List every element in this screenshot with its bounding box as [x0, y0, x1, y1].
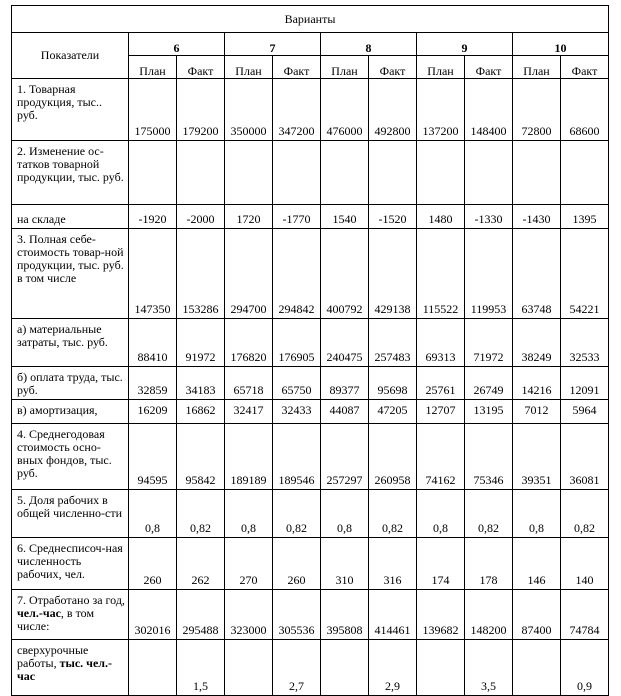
value-cell: [225, 141, 273, 205]
fact-header: Факт: [561, 56, 609, 79]
value-cell: [129, 141, 177, 205]
row-label: 3. Полная себе-стоимость товар-ной продукции, тыс. руб. в том числе: [12, 229, 129, 319]
value-cell: 88410: [129, 319, 177, 367]
value-cell: 32433: [273, 400, 321, 424]
row-label: на складе: [12, 205, 129, 229]
value-cell: 32859: [129, 367, 177, 400]
value-cell: 347200: [273, 79, 321, 141]
variant-header: 8: [321, 33, 417, 56]
value-cell: 25761: [417, 367, 465, 400]
row-label: 6. Среднесписоч-ная численность рабочих, чел.: [12, 538, 129, 590]
value-cell: 147350: [129, 229, 177, 319]
value-cell: [465, 141, 513, 205]
value-cell: 305536: [273, 590, 321, 640]
value-cell: 75346: [465, 424, 513, 490]
value-cell: 257483: [369, 319, 417, 367]
row-label: [12, 640, 129, 696]
value-cell: 2,7: [273, 640, 321, 696]
value-cell: [513, 640, 561, 696]
value-cell: 7012: [513, 400, 561, 424]
value-cell: 32417: [225, 400, 273, 424]
value-cell: [177, 141, 225, 205]
value-cell: 350000: [225, 79, 273, 141]
value-cell: 476000: [321, 79, 369, 141]
value-cell: 0,8: [225, 490, 273, 538]
value-cell: 179200: [177, 79, 225, 141]
variant-header: 10: [513, 33, 609, 56]
value-cell: 71972: [465, 319, 513, 367]
value-cell: 91972: [177, 319, 225, 367]
value-cell: 1395: [561, 205, 609, 229]
value-cell: 414461: [369, 590, 417, 640]
value-cell: 176820: [225, 319, 273, 367]
value-cell: [369, 141, 417, 205]
row-label: в) амортизация,: [12, 400, 129, 424]
table-row: [12, 424, 609, 490]
value-cell: 65750: [273, 367, 321, 400]
table-row: [12, 640, 609, 696]
value-cell: 175000: [129, 79, 177, 141]
fact-header: Факт: [369, 56, 417, 79]
indicators-header: Показатели: [12, 33, 129, 79]
value-cell: 47205: [369, 400, 417, 424]
value-cell: 1540: [321, 205, 369, 229]
table-row: [12, 367, 609, 400]
value-cell: 260958: [369, 424, 417, 490]
value-cell: 0,8: [513, 490, 561, 538]
value-cell: 68600: [561, 79, 609, 141]
value-cell: 26749: [465, 367, 513, 400]
value-cell: 94595: [129, 424, 177, 490]
plan-header: План: [129, 56, 177, 79]
value-cell: 32533: [561, 319, 609, 367]
value-cell: 148400: [465, 79, 513, 141]
value-cell: 14216: [513, 367, 561, 400]
value-cell: 395808: [321, 590, 369, 640]
plan-header: План: [321, 56, 369, 79]
value-cell: 5964: [561, 400, 609, 424]
value-cell: 13195: [465, 400, 513, 424]
table-row: [12, 490, 609, 538]
row-label-prefix: 7. Отработано за год,: [17, 593, 125, 607]
value-cell: 65718: [225, 367, 273, 400]
value-cell: 270: [225, 538, 273, 590]
value-cell: 310: [321, 538, 369, 590]
value-cell: 174: [417, 538, 465, 590]
value-cell: 146: [513, 538, 561, 590]
row-label: 1. Товарная продукция, тыс.. руб.: [12, 79, 129, 141]
value-cell: -1770: [273, 205, 321, 229]
value-cell: 0,8: [417, 490, 465, 538]
value-cell: 69313: [417, 319, 465, 367]
value-cell: 139682: [417, 590, 465, 640]
value-cell: 260: [273, 538, 321, 590]
fact-header: Факт: [177, 56, 225, 79]
value-cell: [321, 640, 369, 696]
value-cell: 316: [369, 538, 417, 590]
value-cell: [417, 141, 465, 205]
value-cell: 36081: [561, 424, 609, 490]
value-cell: 153286: [177, 229, 225, 319]
variants-caption: Варианты: [12, 6, 609, 33]
value-cell: [561, 141, 609, 205]
value-cell: 257297: [321, 424, 369, 490]
value-cell: [321, 141, 369, 205]
table-row: [12, 590, 609, 640]
value-cell: 295488: [177, 590, 225, 640]
value-cell: 1720: [225, 205, 273, 229]
value-cell: 74162: [417, 424, 465, 490]
value-cell: 87400: [513, 590, 561, 640]
value-cell: 148200: [465, 590, 513, 640]
value-cell: 119953: [465, 229, 513, 319]
indicators-table: [11, 5, 609, 696]
value-cell: 72800: [513, 79, 561, 141]
value-cell: -1520: [369, 205, 417, 229]
value-cell: -1330: [465, 205, 513, 229]
table-row: [12, 229, 609, 319]
value-cell: 63748: [513, 229, 561, 319]
value-cell: 178: [465, 538, 513, 590]
table-row: [12, 400, 609, 424]
table-row: [12, 79, 609, 141]
fact-header: Факт: [273, 56, 321, 79]
value-cell: 39351: [513, 424, 561, 490]
value-cell: 140: [561, 538, 609, 590]
row-label: [12, 590, 129, 640]
plan-header: План: [513, 56, 561, 79]
value-cell: 0,8: [321, 490, 369, 538]
value-cell: 1480: [417, 205, 465, 229]
value-cell: 16862: [177, 400, 225, 424]
value-cell: 38249: [513, 319, 561, 367]
row-label-prefix: сверхурочные работы,: [17, 643, 89, 670]
value-cell: 74784: [561, 590, 609, 640]
table-row: [12, 538, 609, 590]
value-cell: 44087: [321, 400, 369, 424]
row-label-bold: чел.-час: [17, 606, 61, 620]
value-cell: 54221: [561, 229, 609, 319]
value-cell: 294700: [225, 229, 273, 319]
value-cell: -1920: [129, 205, 177, 229]
value-cell: 429138: [369, 229, 417, 319]
value-cell: 302016: [129, 590, 177, 640]
value-cell: 294842: [273, 229, 321, 319]
variant-header: 6: [129, 33, 225, 56]
value-cell: [273, 141, 321, 205]
value-cell: 0,9: [561, 640, 609, 696]
row-label: а) материальные затраты, тыс. руб.: [12, 319, 129, 367]
value-cell: 95698: [369, 367, 417, 400]
table-row: [12, 141, 609, 205]
value-cell: 16209: [129, 400, 177, 424]
value-cell: [417, 640, 465, 696]
value-cell: 1,5: [177, 640, 225, 696]
value-cell: 323000: [225, 590, 273, 640]
row-label: 4. Среднегодовая стоимость осно-вных фондов, тыс. руб.: [12, 424, 129, 490]
value-cell: 176905: [273, 319, 321, 367]
value-cell: 2,9: [369, 640, 417, 696]
value-cell: 492800: [369, 79, 417, 141]
value-cell: 0,82: [177, 490, 225, 538]
value-cell: 0,82: [369, 490, 417, 538]
value-cell: 0,8: [129, 490, 177, 538]
variant-header: 7: [225, 33, 321, 56]
value-cell: 95842: [177, 424, 225, 490]
value-cell: -2000: [177, 205, 225, 229]
row-label: 2. Изменение ос-татков товарной продукции, тыс. руб.: [12, 141, 129, 205]
row-label: б) оплата труда, тыс. руб.: [12, 367, 129, 400]
table-row: [12, 319, 609, 367]
fact-header: Факт: [465, 56, 513, 79]
table-row: [12, 205, 609, 229]
value-cell: [513, 141, 561, 205]
value-cell: [225, 640, 273, 696]
value-cell: [129, 640, 177, 696]
value-cell: 34183: [177, 367, 225, 400]
plan-header: План: [417, 56, 465, 79]
variant-header: 9: [417, 33, 513, 56]
row-label: 5. Доля рабочих в общей численно-сти: [12, 490, 129, 538]
value-cell: 240475: [321, 319, 369, 367]
row-label-bold: тыс. чел.-час: [17, 656, 113, 683]
row-label-suffix: , в том числе:: [17, 606, 95, 633]
value-cell: 262: [177, 538, 225, 590]
value-cell: 3,5: [465, 640, 513, 696]
value-cell: 12707: [417, 400, 465, 424]
value-cell: 260: [129, 538, 177, 590]
plan-header: План: [225, 56, 273, 79]
value-cell: 137200: [417, 79, 465, 141]
value-cell: 0,82: [561, 490, 609, 538]
value-cell: 89377: [321, 367, 369, 400]
value-cell: 0,82: [465, 490, 513, 538]
value-cell: -1430: [513, 205, 561, 229]
value-cell: 12091: [561, 367, 609, 400]
value-cell: 0,82: [273, 490, 321, 538]
value-cell: 400792: [321, 229, 369, 319]
value-cell: 189546: [273, 424, 321, 490]
value-cell: 189189: [225, 424, 273, 490]
table-body: [12, 79, 609, 696]
value-cell: 115522: [417, 229, 465, 319]
